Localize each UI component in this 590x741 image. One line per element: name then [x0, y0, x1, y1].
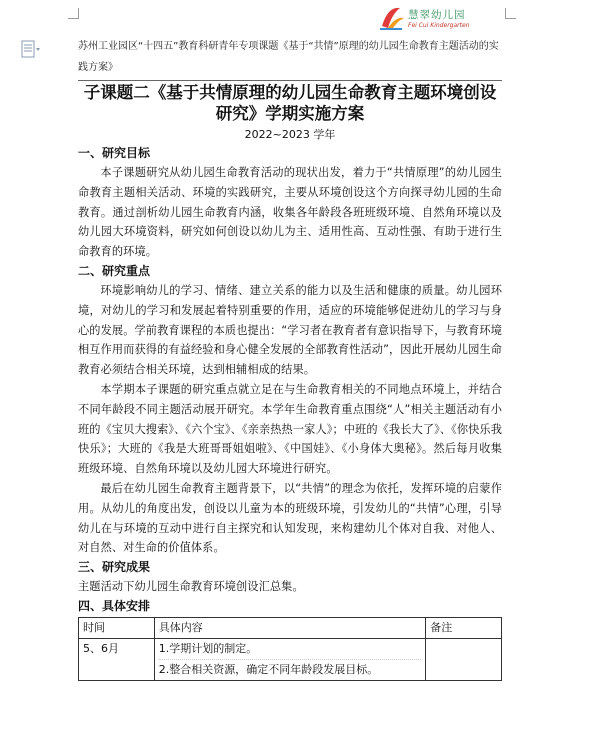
section-heading-schedule: 四、具体安排 [78, 598, 151, 613]
table-cell-time: 5、6月 [79, 638, 155, 680]
document-body [78, 82, 502, 681]
section-heading-focus: 二、研究重点 [78, 263, 151, 278]
logo-emblem-icon [378, 2, 406, 32]
table-header-row [79, 617, 502, 638]
table-cell-content [154, 638, 426, 680]
paragraph-focus-2: 本学期本子课题的研究重点就立足在与生命教育相关的不同地点环境上，并结合不同年龄段不同主题活动展开研究。本学年生命教育重点围绕“人”相关主题活动有小班的《宝贝大搜索》、《六个宝》、《亲亲热热一家人》；中班的《我长大了》、《你快乐我快乐》；大班的《我是大班哥哥姐姐啦》、《中国娃》、《小身体大奥秘》。然后每月收集班级环境、自然角环境以及幼儿园大环境进行研究。 [78, 382, 502, 476]
table-cell-note [426, 638, 502, 680]
table-header-time: 时间 [79, 617, 155, 638]
paragraph-focus-3: 最后在幼儿园生命教育主题背景下，以“共情”的理念为依托，发挥环境的启蒙作用。从幼儿的角度出发，创设以儿童为本的班级环境，引发幼儿的“共情”心理，引导幼儿在与环境的互动中进行自主探究和认知发现，来构建幼儿个体对自我、对他人、对自然、对生命的价值体系。 [78, 481, 502, 555]
kindergarten-logo [378, 2, 508, 36]
section-heading-goal: 一、研究目标 [78, 146, 151, 160]
academic-year: 2022~2023 学年 [244, 128, 336, 141]
schedule-table [78, 617, 502, 681]
section-heading-results: 三、研究成果 [78, 560, 151, 575]
document-icon [20, 40, 42, 60]
header-rule [78, 80, 502, 81]
document-header: 苏州工业园区“十四五”教育科研青年专项课题《基于“共情”原理的幼儿园生命教育主题活动的实践方案》 [78, 41, 499, 73]
paragraph-focus-1: 环境影响幼儿的学习、情绪、建立关系的能力以及生活和健康的质量。幼儿园环境，对幼儿的学习和发展起着特别重要的作用，适应的环境能够促进幼儿的学习与身心的发展。学前教育课程的本质也提出：“学习者在教育者有意识指导下，与教育环境相互作用而获得的有益经验和身心健全发展的全部教育性活动”，因此开展幼儿园生命教育必须结合相关环境，达到相辅相成的结果。 [78, 283, 502, 377]
logo-subtext: Fei Cui Kindergarten [408, 22, 470, 29]
paragraph-results: 主题活动下幼儿园生命教育环境创设汇总集。 [78, 580, 304, 594]
table-item: 2.整合相关资源，确定不同年龄段发展目标。 [158, 662, 379, 676]
table-item: 1.学期计划的制定。 [159, 639, 422, 660]
table-header-content: 具体内容 [154, 617, 426, 638]
paragraph-goal: 本子课题研究从幼儿园生命教育活动的现状出发，着力于“共情原理”的幼儿园生命教育主题相关活动、环境的实践研究，主要从环境创设这个方向探寻幼儿园的生命教育。通过剖析幼儿园生命教育内涵，收集各年龄段各班班级环境、自然角环境以及幼儿园大环境资料，研究如何创设以幼儿为主、适用性高、互动性强、有助于进行生命教育的环境。 [78, 166, 502, 259]
table-row [79, 638, 502, 680]
document-title: 子课题二《基于共情原理的幼儿园生命教育主题环境创设研究》学期实施方案 [83, 83, 497, 123]
logo-text: 慧翠幼儿园 [408, 9, 466, 21]
table-header-note: 备注 [426, 617, 502, 638]
page-corner-mark-left [68, 8, 79, 19]
